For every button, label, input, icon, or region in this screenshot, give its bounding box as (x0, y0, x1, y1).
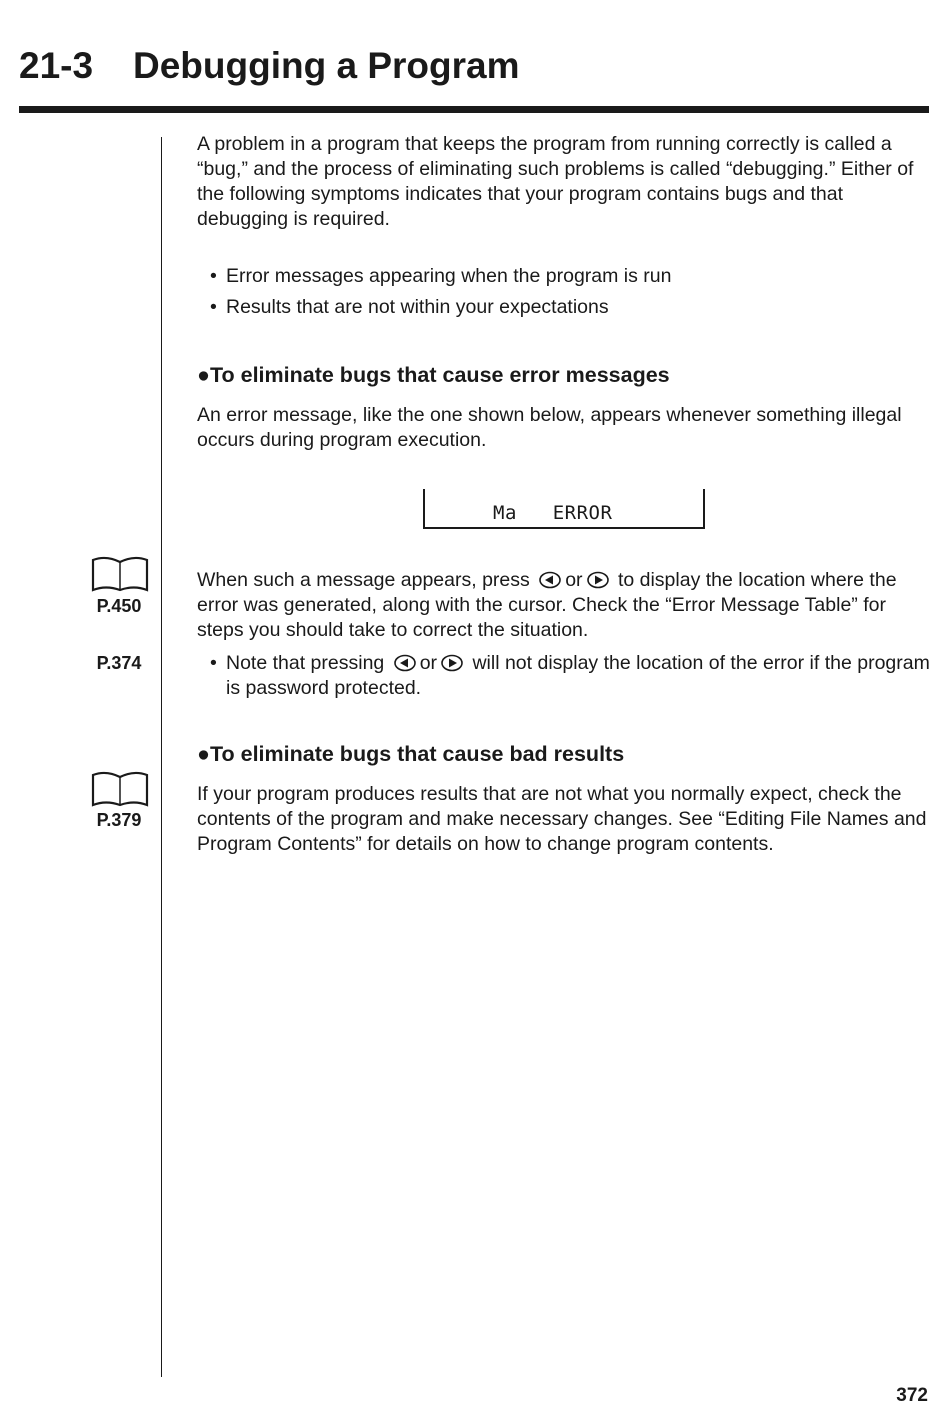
right-arrow-key-icon (587, 571, 609, 589)
page-reference: P.374 (96, 653, 142, 673)
section-heading (19, 46, 519, 87)
intro-text: A problem in a program that keeps the program from running correctly is called a “bug,” and the process of eliminating such problems is called “debugging.” Either of the following symptoms indicates that your program contains bugs and that debugging is required. (197, 133, 914, 230)
results-description (197, 782, 932, 857)
intro-paragraph (197, 132, 932, 232)
open-book-icon (91, 771, 149, 807)
error-section-heading: ●To eliminate bugs that cause error messages (197, 363, 670, 387)
open-book-icon (91, 556, 149, 592)
error-description (197, 403, 932, 453)
symptom-bullet (210, 264, 946, 289)
page-reference: P.450 (96, 596, 142, 616)
note-text: will not display the location of the error if the program is password protected. (226, 652, 930, 699)
symptom-text: Results that are not within your expectations (226, 296, 609, 318)
page-reference: P.379 (96, 810, 142, 830)
results-description-text: If your program produces results that are not what you normally expect, check the contents of the program and make necessary changes. See “Editing File Names and Program Contents” for details on how to change program contents. (197, 783, 927, 855)
section-number: 21-3 (19, 45, 94, 86)
error-screen (423, 489, 705, 529)
margin-divider (161, 137, 162, 1377)
results-section-heading: ●To eliminate bugs that cause bad results (197, 742, 625, 766)
error-description-text: An error message, like the one shown below, appears whenever something illegal occurs during program execution. (197, 404, 902, 451)
bullet-dot: • (210, 652, 217, 674)
left-arrow-key-icon (394, 654, 416, 672)
instruction-text: to display the location where the error was generated, along with the cursor. Check the “Error Message Table” for steps you should take to correct the situation. (197, 569, 897, 641)
bullet-dot: • (210, 296, 217, 318)
or-text: or (565, 569, 583, 591)
section-title: Debugging a Program (133, 45, 520, 86)
error-screen-text: Ma ERROR (493, 502, 613, 524)
symptom-text: Error messages appearing when the program is run (226, 265, 672, 287)
page-number: 372 (896, 1385, 928, 1406)
bullet-dot: • (210, 265, 217, 287)
note-text: Note that pressing (226, 652, 385, 674)
right-arrow-key-icon (441, 654, 463, 672)
heading-rule (19, 106, 929, 113)
or-text: or (419, 652, 438, 674)
note-bullet (210, 651, 946, 701)
instruction-text: When such a message appears, press (197, 569, 530, 591)
error-instruction (197, 568, 932, 643)
symptom-bullet (210, 295, 946, 320)
left-arrow-key-icon (539, 571, 561, 589)
